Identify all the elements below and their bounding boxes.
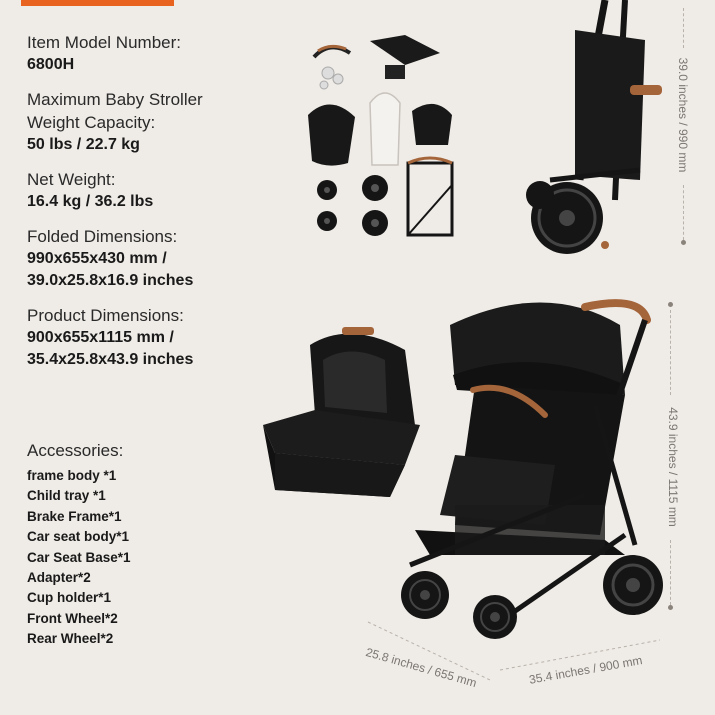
accessory-item: frame body *1 <box>27 468 117 483</box>
spec-value: 6800H <box>27 56 75 73</box>
spec-label: Maximum Baby Stroller <box>27 90 203 109</box>
spec-value: 900x655x1115 mm / <box>27 329 174 346</box>
product-height-line <box>670 540 671 605</box>
spec-label: Net Weight: <box>27 170 116 189</box>
accessory-item: Cup holder*1 <box>27 590 112 606</box>
spec-net-weight <box>27 168 317 213</box>
accessory-item: Car Seat Base*1 <box>27 549 131 565</box>
accessory-item: Rear Wheel*2 <box>27 631 114 647</box>
spec-value: 16.4 kg / 36.2 lbs <box>27 193 154 210</box>
spec-model <box>27 31 317 76</box>
accessories-title: Accessories: <box>27 441 124 460</box>
folded-height-label: 39.0 inches / 990 mm <box>676 57 690 173</box>
spec-value: 35.4x25.8x43.9 inches <box>27 351 194 368</box>
accessory-item: Child tray *1 <box>27 488 106 504</box>
spec-label: Folded Dimensions: <box>27 227 178 246</box>
dimension-marker <box>681 240 686 245</box>
product-height-label: 43.9 inches / 1115 mm <box>666 407 680 527</box>
accessories-list <box>27 440 131 650</box>
spec-label: Product Dimensions: <box>27 306 184 325</box>
folded-height-line <box>683 185 684 240</box>
accessory-item: Adapter*2 <box>27 570 91 586</box>
folded-height-line <box>683 8 684 48</box>
accent-bar <box>21 0 174 6</box>
spec-label: Item Model Number: <box>27 33 181 52</box>
spec-capacity <box>27 88 317 156</box>
spec-value: 39.0x25.8x16.9 inches <box>27 272 194 289</box>
folded-stroller <box>520 0 670 262</box>
length-label: 35.4 inches / 900 mm <box>528 653 644 687</box>
main-stroller <box>395 295 670 655</box>
accessory-item: Front Wheel*2 <box>27 610 118 626</box>
spec-value: 50 lbs / 22.7 kg <box>27 136 140 153</box>
accessory-item: Brake Frame*1 <box>27 508 122 524</box>
accessory-item: Car seat body*1 <box>27 529 130 545</box>
spec-folded-dimensions <box>27 225 317 292</box>
width-label: 25.8 inches / 655 mm <box>364 645 479 691</box>
product-height-line <box>670 310 671 395</box>
spec-label: Weight Capacity: <box>27 113 156 132</box>
parts-illustration <box>300 35 470 245</box>
dimension-marker <box>668 605 673 610</box>
dimension-marker <box>668 302 673 307</box>
spec-value: 990x655x430 mm / <box>27 250 167 267</box>
